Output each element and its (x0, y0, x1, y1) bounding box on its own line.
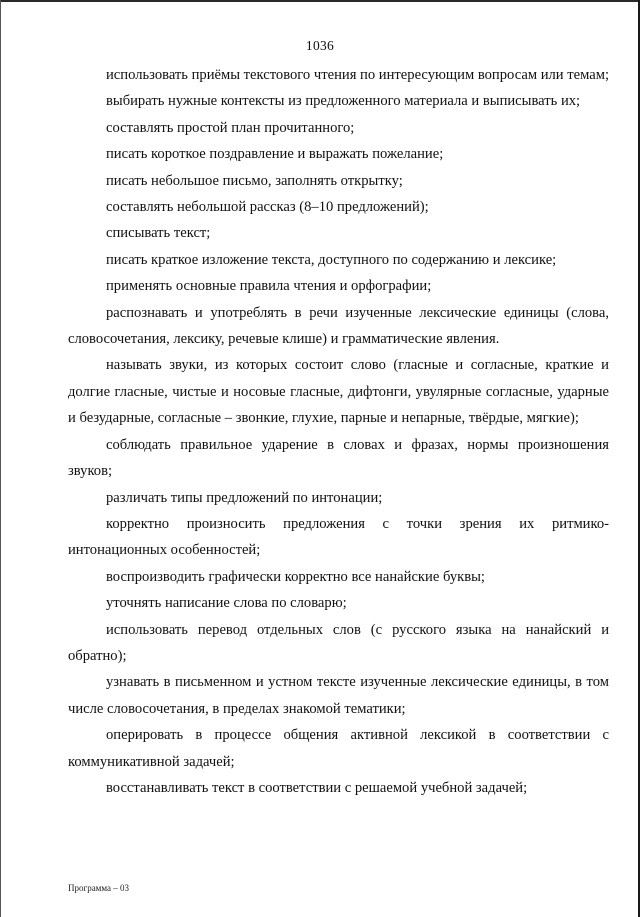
paragraph: корректно произносить предложения с точки зрения их ритмико-интонационных особенностей; (68, 515, 609, 559)
paragraph: выбирать нужные контексты из предложенного материала и выписывать их; (106, 93, 581, 110)
document-body (68, 62, 609, 801)
footer-program-label: Программа – 03 (68, 883, 130, 893)
paragraph: применять основные правила чтения и орфографии; (106, 278, 432, 295)
paragraph: воспроизводить графически корректно все нанайские буквы; (106, 568, 485, 585)
paragraph: использовать приёмы текстового чтения по интересующим вопросам или темам; (106, 67, 610, 83)
paragraph: составлять простой план прочитанного; (106, 119, 355, 136)
paragraph: оперировать в процессе общения активной лексикой в соответствии с коммуникативной задачей; (68, 727, 609, 770)
paragraph: использовать перевод отдельных слов (с русского языка на нанайский и обратно); (68, 621, 609, 664)
paragraph: распознавать и употреблять в речи изученные лексические единицы (слова, словосочетания, лексику, речевые клише) и грамматические явления. (68, 304, 609, 348)
paragraph: уточнять написание слова по словарю; (106, 595, 347, 612)
paragraph: списывать текст; (106, 225, 211, 242)
paragraph: называть звуки, из которых состоит слово (гласные и согласные, краткие и долгие гласные, чистые и носовые гласные, дифтонги, увулярные согласные, ударные и безударные, согласные – звонкие, глухие, парные и непарные, твёрдые, мягкие); (68, 357, 609, 427)
scan-edge-top (0, 0, 640, 2)
page-number: 1036 (305, 38, 335, 53)
paragraph: писать короткое поздравление и выражать пожелание; (106, 146, 444, 163)
paragraph: восстанавливать текст в соответствии с решаемой учебной задачей; (106, 779, 528, 796)
paragraph: узнавать в письменном и устном тексте изученные лексические единицы, в том числе словосочетания, в пределах знакомой тематики; (68, 674, 609, 717)
paragraph: составлять небольшой рассказ (8–10 предложений); (106, 199, 429, 216)
paragraph: различать типы предложений по интонации; (106, 489, 383, 506)
paragraph: писать краткое изложение текста, доступного по содержанию и лексике; (106, 251, 557, 268)
scan-edge-left (0, 0, 1, 917)
paragraph: писать небольшое письмо, заполнять открытку; (106, 172, 403, 189)
paragraph: соблюдать правильное ударение в словах и фразах, нормы произношения звуков; (68, 436, 609, 480)
